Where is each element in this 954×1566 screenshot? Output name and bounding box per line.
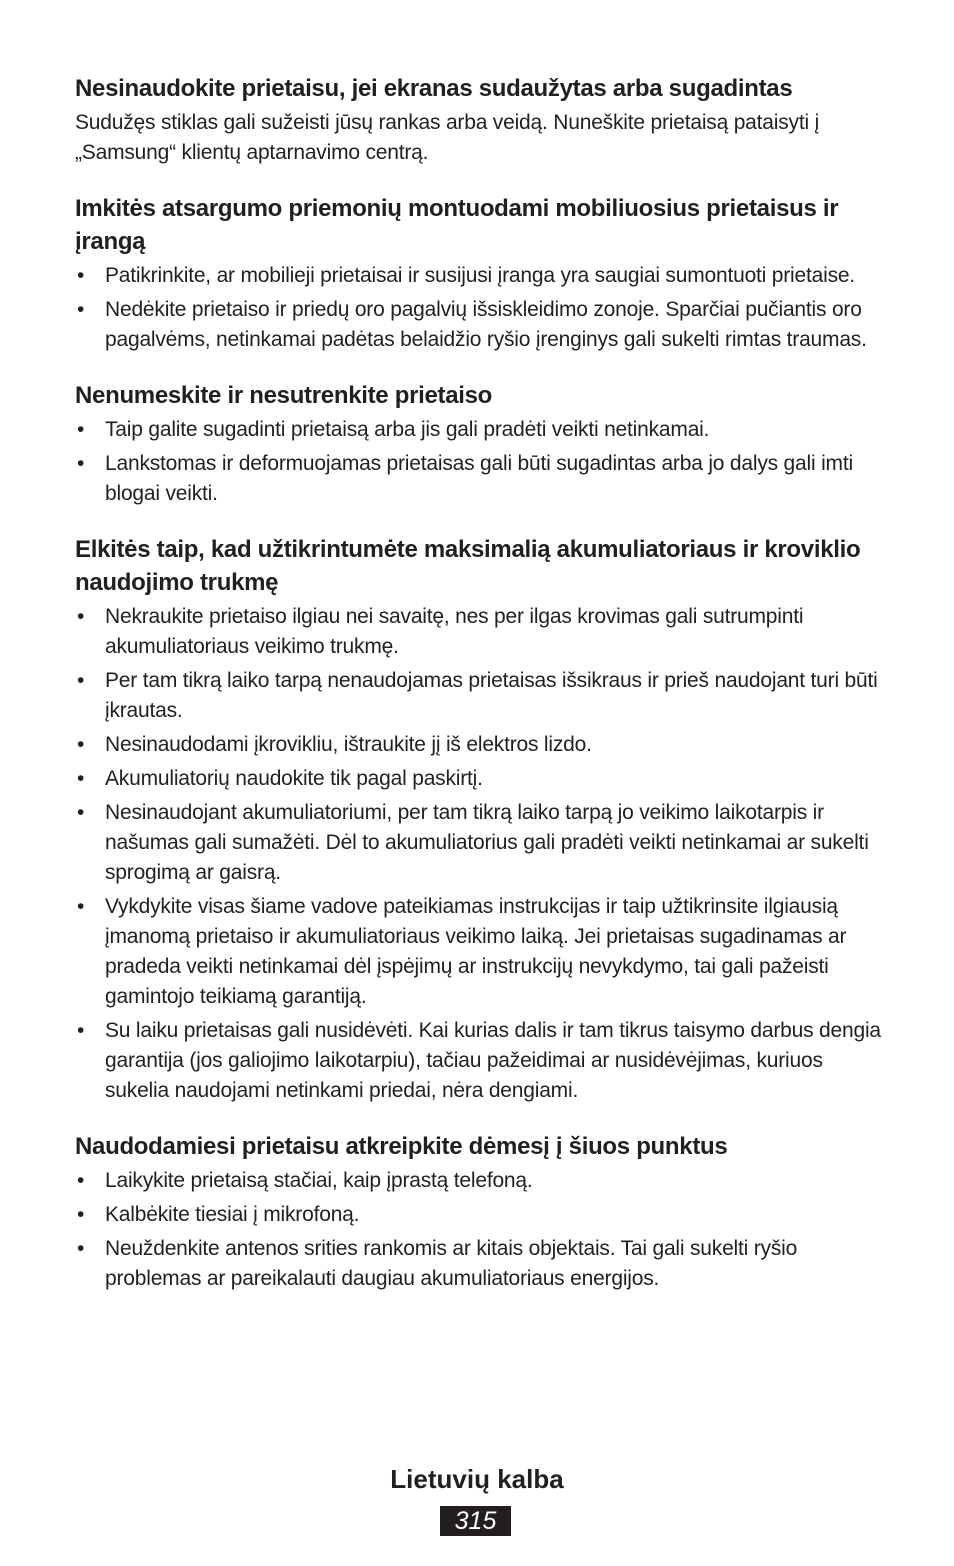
section-mounting [75, 192, 887, 355]
page-content [75, 72, 887, 1294]
section-heading: Nenumeskite ir nesutrenkite prietaiso [75, 382, 493, 409]
bullet-icon: • [77, 1169, 85, 1192]
bullet-icon: • [77, 669, 85, 692]
list-item-text: Nedėkite prietaiso ir priedų oro pagalvių išsiskleidimo zonoje. Sparčiai pučiantis oro pagalvėms, netinkamai padėtas belaidžio ryšio įrenginys gali sukelti rimtas traumas. [105, 298, 867, 351]
list-item [75, 415, 887, 445]
section-drop [75, 379, 887, 509]
list-item [75, 449, 887, 509]
section-broken-screen [75, 72, 887, 168]
list-item-text: Patikrinkite, ar mobilieji prietaisai ir susijusi įranga yra saugiai sumontuoti prietaise. [105, 264, 855, 287]
list-item-text: Nekraukite prietaiso ilgiau nei savaitę, nes per ilgas krovimas gali sutrumpinti akumuliatoriaus veikimo trukmę. [105, 605, 804, 658]
section-heading: Imkitės atsargumo priemonių montuodami mobiliuosius prietaisus ir įrangą [75, 195, 839, 255]
bullet-icon: • [77, 418, 85, 441]
list-item [75, 798, 887, 888]
list-item [75, 1234, 887, 1294]
list-item [75, 1200, 887, 1230]
bullet-list [75, 261, 887, 355]
section-heading: Elkitės taip, kad užtikrintumėte maksimalią akumuliatoriaus ir kroviklio naudojimo trukmę [75, 536, 861, 596]
list-item [75, 764, 887, 794]
list-item [75, 261, 887, 291]
bullet-list [75, 415, 887, 509]
bullet-icon: • [77, 895, 85, 918]
list-item-text: Su laiku prietaisas gali nusidėvėti. Kai kurias dalis ir tam tikrus taisymo darbus dengia garantija (jos galiojimo laikotarpiu), tačiau pažeidimai ar nusidėvėjimas, kuriuos sukelia naudojami netinkami priedai, nėra dengiami. [105, 1019, 881, 1102]
bullet-icon: • [77, 452, 85, 475]
list-item-text: Taip galite sugadinti prietaisą arba jis gali pradėti veikti netinkamai. [105, 418, 710, 441]
bullet-icon: • [77, 264, 85, 287]
list-item-text: Kalbėkite tiesiai į mikrofoną. [105, 1203, 360, 1226]
footer-language: Lietuvių kalba [390, 1464, 564, 1494]
bullet-list [75, 602, 887, 1106]
list-item [75, 1166, 887, 1196]
section-battery-life [75, 533, 887, 1106]
bullet-icon: • [77, 801, 85, 824]
section-heading: Naudodamiesi prietaisu atkreipkite dėmesį į šiuos punktus [75, 1133, 728, 1160]
list-item [75, 730, 887, 760]
bullet-icon: • [77, 298, 85, 321]
list-item-text: Lankstomas ir deformuojamas prietaisas gali būti sugadintas arba jo dalys gali imti blogai veikti. [105, 452, 853, 505]
list-item-text: Vykdykite visas šiame vadove pateikiamas instrukcijas ir taip užtikrinsite ilgiausią įmanomą prietaiso ir akumuliatoriaus veikimo laiką. Jei prietaisas sugadinamas ar pradeda veikti netinkamai dėl įspėjimų ar instrukcijų nevykdymo, tai gali pažeisti gamintojo teikiamą garantiją. [105, 895, 847, 1008]
list-item-text: Laikykite prietaisą stačiai, kaip įprastą telefoną. [105, 1169, 533, 1192]
list-item-text: Akumuliatorių naudokite tik pagal paskirtį. [105, 767, 483, 790]
bullet-icon: • [77, 733, 85, 756]
bullet-icon: • [77, 605, 85, 628]
list-item [75, 666, 887, 726]
list-item [75, 602, 887, 662]
bullet-icon: • [77, 1237, 85, 1260]
section-paragraph: Sudužęs stiklas gali sužeisti jūsų rankas arba veidą. Nuneškite prietaisą pataisyti į „Samsung“ klientų aptarnavimo centrą. [75, 111, 820, 164]
list-item-text: Per tam tikrą laiko tarpą nenaudojamas prietaisas išsikraus ir prieš naudojant turi būti įkrautas. [105, 669, 878, 722]
list-item [75, 295, 887, 355]
list-item-text: Nesinaudojant akumuliatoriumi, per tam tikrą laiko tarpą jo veikimo laikotarpis ir našumas gali sumažėti. Dėl to akumuliatorius gali pradėti veikti netinkamai ar sukelti sprogimą ar gaisrą. [105, 801, 869, 884]
list-item [75, 892, 887, 1012]
list-item-text: Neuždenkite antenos srities rankomis ar kitais objektais. Tai gali sukelti ryšio problemas ar pareikalauti daugiau akumuliatoriaus energijos. [105, 1237, 798, 1290]
list-item [75, 1016, 887, 1106]
bullet-list [75, 1166, 887, 1294]
section-usage [75, 1130, 887, 1294]
bullet-icon: • [77, 767, 85, 790]
list-item-text: Nesinaudodami įkrovikliu, ištraukite jį iš elektros lizdo. [105, 733, 592, 756]
section-heading: Nesinaudokite prietaisu, jei ekranas sudaužytas arba sugadintas [75, 75, 793, 102]
page-number-badge: 315 [440, 1506, 511, 1536]
bullet-icon: • [77, 1203, 85, 1226]
bullet-icon: • [77, 1019, 85, 1042]
